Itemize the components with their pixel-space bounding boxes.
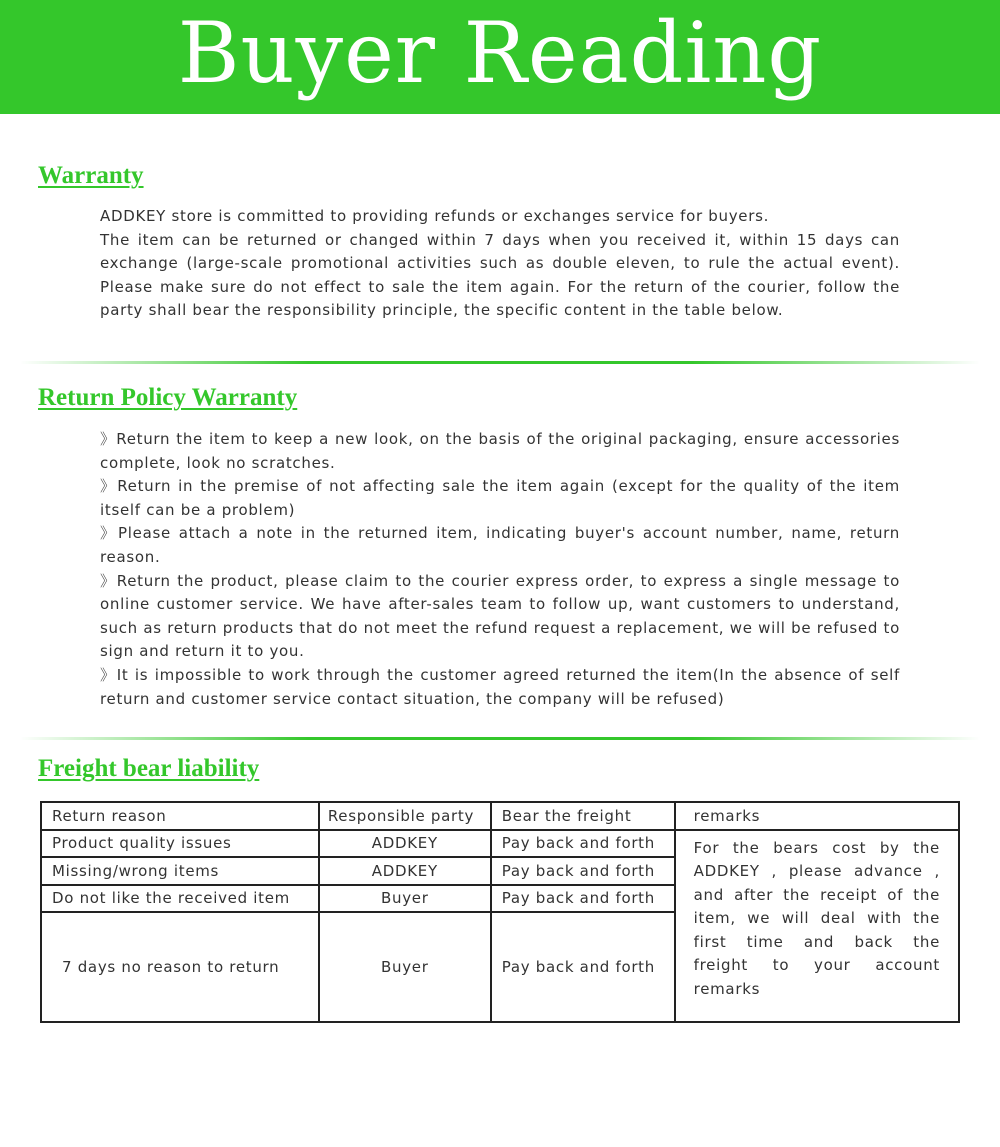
cell-remarks: For the bears cost by the ADDKEY , please advance , and after the receipt of the item, we will deal with the first time and back the freight to your account remarks <box>675 830 959 1023</box>
cell-responsible-party: Buyer <box>319 912 491 1022</box>
cell-return-reason: Product quality issues <box>41 830 319 858</box>
return-policy-heading: Return Policy Warranty <box>38 384 298 411</box>
return-policy-item: 》Return the item to keep a new look, on the basis of the original packaging, ensure accessories complete, look no scratches. <box>100 430 900 472</box>
cell-return-reason: Missing/wrong items <box>41 857 319 885</box>
cell-bear-freight: Pay back and forth <box>491 857 675 885</box>
warranty-heading: Warranty <box>38 162 144 189</box>
return-policy-item: 》It is impossible to work through the customer agreed returned the item(In the absence of self return and customer service contact situation, the company will be refused) <box>100 665 900 708</box>
warranty-paragraph: The item can be returned or changed within 7 days when you received it, within 15 days can exchange (large-scale promotional activities such as double eleven, to rule the actual event). Please make sure do not effect to sale the item again. For the return of the courier, follow the party shall bear the responsibility principle, the specific content in the table below. <box>100 230 900 320</box>
return-policy-list <box>100 428 900 711</box>
cell-responsible-party: Buyer <box>319 885 491 913</box>
return-policy-item: 》Return in the premise of not affecting sale the item again (except for the quality of the item itself can be a problem) <box>100 477 900 519</box>
cell-return-reason: Do not like the received item <box>41 885 319 913</box>
table-header-row <box>41 802 959 830</box>
freight-table <box>40 801 960 1023</box>
header-remarks: remarks <box>675 802 959 830</box>
header-bear-freight: Bear the freight <box>491 802 675 830</box>
return-policy-item: 》Please attach a note in the returned item, indicating buyer's account number, name, return reason. <box>100 524 900 566</box>
warranty-paragraph: ADDKEY store is committed to providing refunds or exchanges service for buyers. <box>100 207 770 225</box>
cell-return-reason: 7 days no reason to return <box>41 912 319 1022</box>
freight-heading: Freight bear liability <box>38 755 260 782</box>
header-banner <box>0 0 1000 114</box>
cell-responsible-party: ADDKEY <box>319 857 491 885</box>
cell-responsible-party: ADDKEY <box>319 830 491 858</box>
section-divider <box>20 361 980 364</box>
page-title: Buyer Reading <box>177 4 823 102</box>
cell-bear-freight: Pay back and forth <box>491 830 675 858</box>
header-responsible-party: Responsible party <box>319 802 491 830</box>
cell-bear-freight: Pay back and forth <box>491 912 675 1022</box>
section-divider <box>20 737 980 740</box>
table-row <box>41 830 959 858</box>
header-return-reason: Return reason <box>41 802 319 830</box>
return-policy-item: 》Return the product, please claim to the courier express order, to express a single message to online customer service. We have after-sales team to follow up, want customers to understand, such as return products that do not meet the refund request a replacement, we will be refused to sign and return it to you. <box>100 571 901 661</box>
cell-bear-freight: Pay back and forth <box>491 885 675 913</box>
warranty-text <box>100 205 900 323</box>
